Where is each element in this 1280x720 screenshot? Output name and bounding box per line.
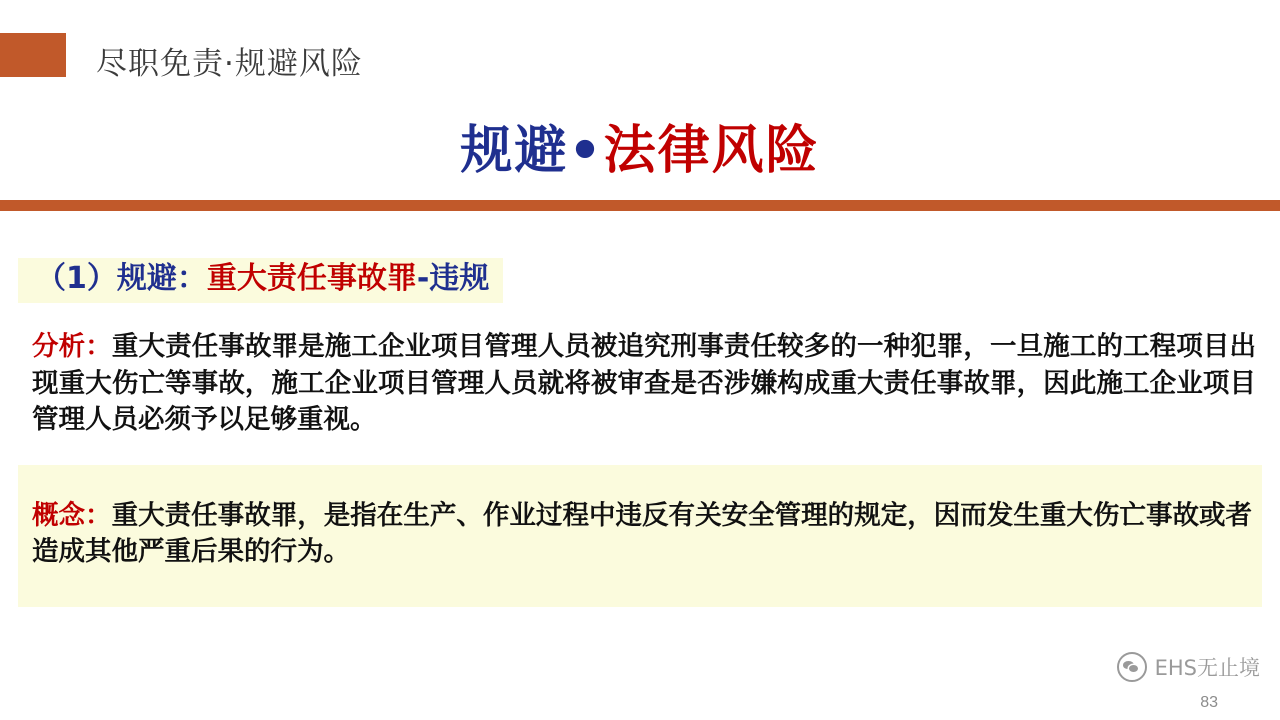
concept-paragraph (32, 498, 1252, 571)
analysis-text: 重大责任事故罪是施工企业项目管理人员被追究刑事责任较多的一种犯罪，一旦施工的工程项目出现重大伤亡等事故，施工企业项目管理人员就将被审查是否涉嫌构成重大责任事故罪，因此施工企业项目管理人员必须予以足够重视。 (32, 331, 1257, 436)
subtitle-highlight: 重大责任事故罪 (206, 261, 417, 296)
page-title (0, 108, 1280, 183)
content-area (18, 258, 1262, 607)
header-accent-block (0, 33, 66, 77)
concept-text: 重大责任事故罪，是指在生产、作业过程中违反有关安全管理的规定，因而发生重大伤亡事故或者造成其他严重后果的行为。 (32, 499, 1253, 568)
concept-block (18, 465, 1262, 607)
watermark (1117, 652, 1260, 682)
subtitle (36, 262, 489, 297)
analysis-label: 分析： (32, 331, 112, 362)
analysis-block (18, 329, 1262, 439)
analysis-paragraph (32, 329, 1256, 439)
slide-header (0, 0, 1280, 100)
watermark-text: EHS无止境 (1154, 656, 1260, 680)
page-title-separator: • (568, 121, 604, 181)
wechat-icon (1117, 652, 1147, 682)
page-number: 83 (1200, 694, 1218, 711)
subtitle-banner (18, 258, 503, 303)
subtitle-prefix: （1）规避： (36, 261, 207, 296)
page-title-part2: 法律风险 (603, 121, 820, 181)
subtitle-suffix: -违规 (416, 261, 490, 296)
divider (0, 200, 1280, 211)
page-title-part1: 规避 (460, 121, 569, 181)
header-title: 尽职免责·规避风险 (96, 46, 363, 82)
concept-label: 概念： (32, 499, 112, 531)
